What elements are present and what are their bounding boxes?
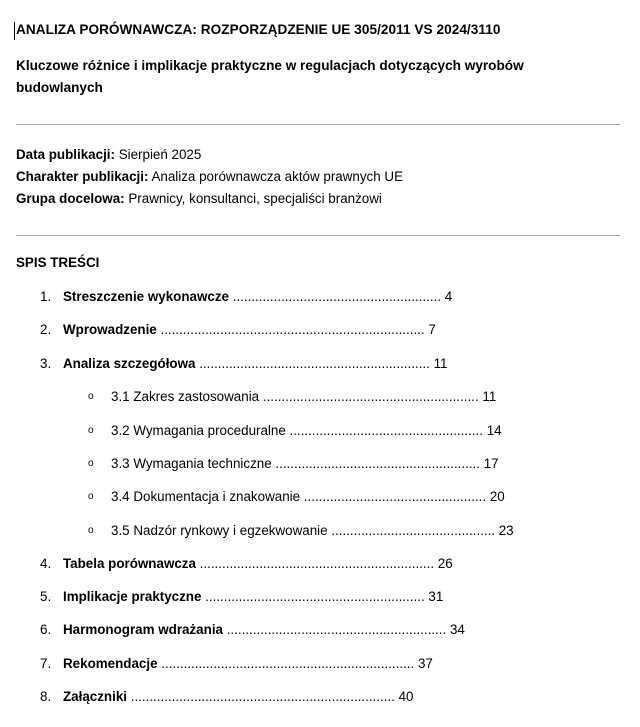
meta-publication-type[interactable] (16, 166, 403, 188)
toc-leader: .......................................................... (259, 389, 479, 404)
hollow-bullet-icon: o (88, 458, 94, 469)
toc-title: Streszczenie wykonawcze (63, 289, 229, 304)
horizontal-divider (16, 235, 620, 236)
toc-number: 4. (40, 556, 52, 571)
toc-title: 3.3 Wymagania techniczne (111, 456, 272, 471)
toc-leader: ....................................................................... (127, 689, 395, 704)
toc-title: 3.5 Nadzór rynkowy i egzekwowanie (111, 523, 328, 538)
document-subtitle[interactable]: Kluczowe różnice i implikacje praktyczne w regulacjach dotyczących wyrobów budowlanych (16, 58, 524, 95)
meta-target-group[interactable] (16, 188, 403, 210)
meta-value: Analiza porównawcza aktów prawnych UE (148, 169, 404, 184)
toc-page: 11 (478, 389, 497, 404)
toc-title: 3.1 Zakres zastosowania (111, 389, 260, 404)
toc-page: 23 (495, 523, 514, 538)
toc-page: 34 (446, 622, 465, 637)
toc-title: Wprowadzenie (63, 322, 157, 337)
toc-page: 31 (424, 589, 444, 604)
toc-number: 6. (40, 622, 52, 637)
hollow-bullet-icon: o (88, 391, 94, 402)
meta-label: Data publikacji: (16, 147, 115, 162)
toc-title: Analiza szczegółowa (63, 356, 196, 371)
toc-page: 11 (429, 356, 448, 371)
hollow-bullet-icon: o (88, 491, 94, 502)
toc-number: 3. (40, 356, 52, 371)
toc-heading[interactable]: SPIS TREŚCI (16, 255, 100, 270)
toc-leader: ........................................................... (222, 622, 447, 637)
toc-title: Harmonogram wdrażania (63, 622, 223, 637)
toc-number: 5. (40, 589, 52, 604)
toc-page: 40 (394, 689, 414, 704)
toc-number: 8. (40, 689, 52, 704)
toc-leader: ........................................................... (201, 589, 425, 604)
toc-leader: ....................................................... (271, 456, 480, 471)
toc-leader: .................................................... (285, 423, 483, 438)
hollow-bullet-icon: o (88, 525, 94, 536)
toc-page: 17 (480, 456, 499, 471)
toc-page: 37 (414, 656, 433, 671)
meta-publication-date[interactable] (16, 144, 403, 166)
toc-page: 26 (434, 556, 453, 571)
toc-page: 20 (486, 489, 505, 504)
publication-metadata (16, 144, 403, 210)
document-title[interactable]: ANALIZA PORÓWNAWCZA: ROZPORZĄDZENIE UE 305/2011 VS 2024/3110 (16, 22, 501, 37)
toc-title: Załączniki (63, 689, 128, 704)
meta-label: Charakter publikacji: (16, 169, 149, 184)
toc-leader: .............................................................. (195, 356, 430, 371)
toc-leader: ............................................................... (195, 556, 435, 571)
meta-value: Prawnicy, konsultanci, specjaliści branżowi (124, 191, 382, 206)
toc-title: Rekomendacje (63, 656, 158, 671)
toc-title: Tabela porównawcza (63, 556, 196, 571)
toc-page: 14 (483, 423, 502, 438)
toc-title: 3.4 Dokumentacja i znakowanie (111, 489, 301, 504)
toc-leader: ........................................................ (228, 289, 442, 304)
text-cursor (14, 22, 15, 40)
toc-number: 1. (40, 289, 52, 304)
toc-leader: ....................................................................... (156, 322, 425, 337)
toc-page: 7 (424, 322, 436, 337)
horizontal-divider (16, 124, 620, 125)
toc-page: 4 (441, 289, 453, 304)
toc-title: Implikacje praktyczne (63, 589, 202, 604)
toc-leader: ............................................ (327, 523, 496, 538)
toc-number: 2. (40, 322, 52, 337)
toc-leader: ................................................. (300, 489, 487, 504)
toc-leader: .................................................................... (157, 656, 415, 671)
meta-label: Grupa docelowa: (16, 191, 125, 206)
hollow-bullet-icon: o (88, 425, 94, 436)
meta-value: Sierpień 2025 (114, 147, 202, 162)
toc-number: 7. (40, 656, 52, 671)
toc-title: 3.2 Wymagania proceduralne (111, 423, 286, 438)
